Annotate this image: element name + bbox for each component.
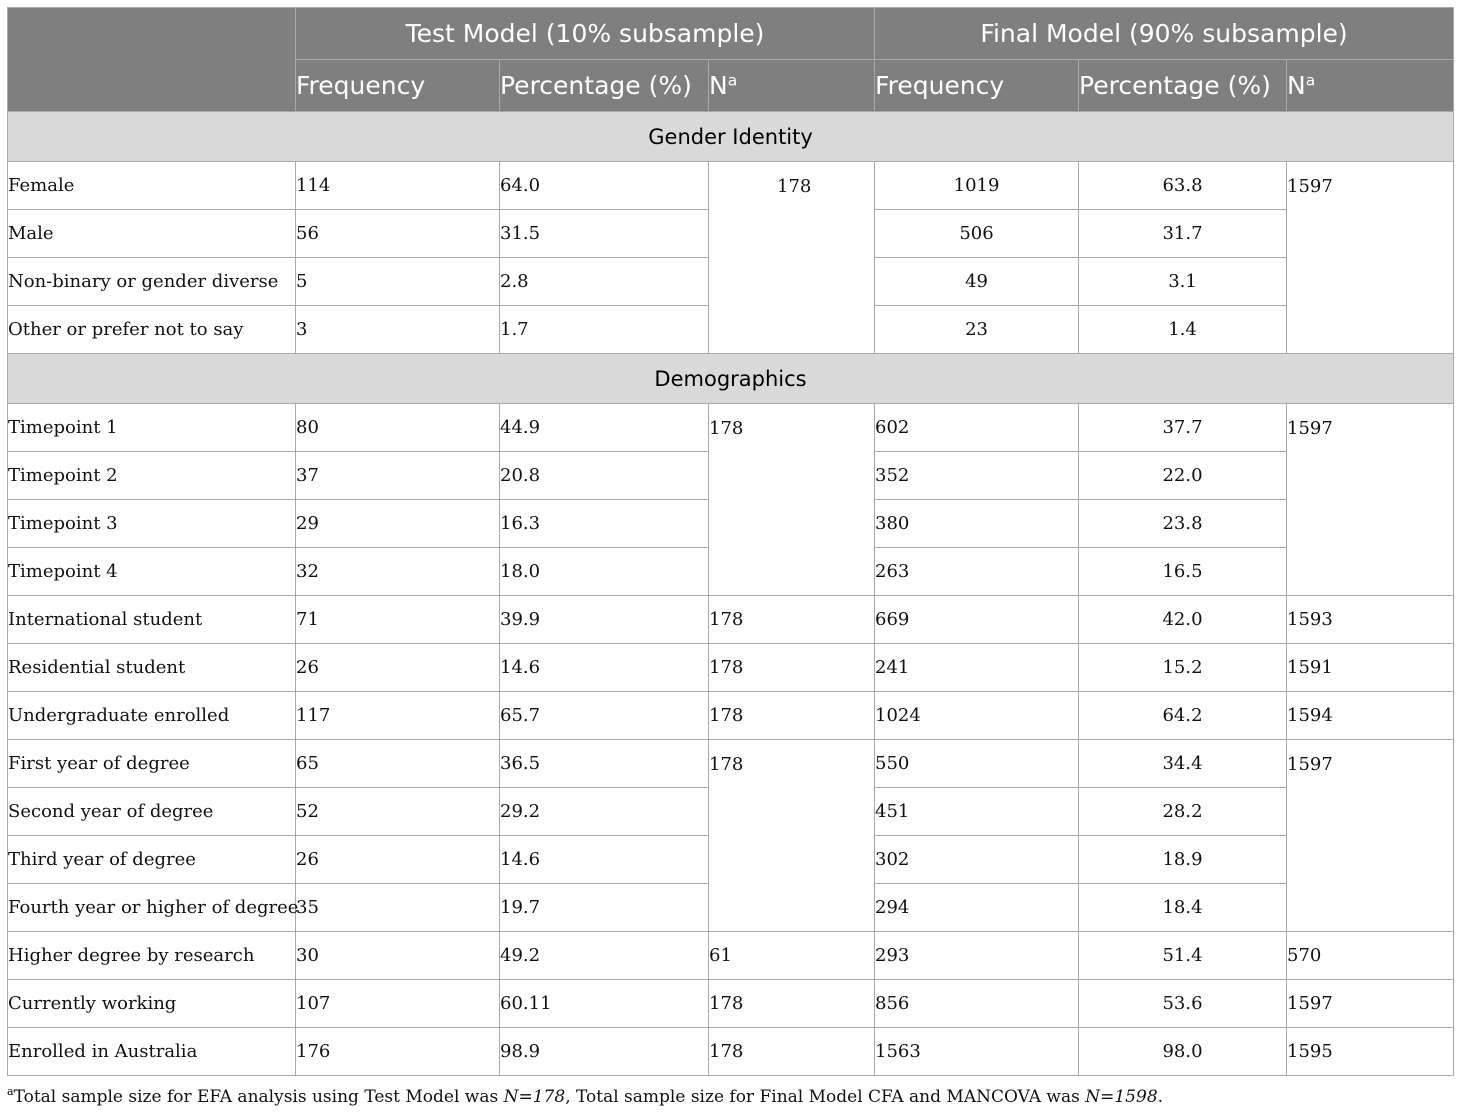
test-percentage: 98.9	[500, 1028, 709, 1076]
n-label: N	[1287, 71, 1306, 100]
header-final-percentage: Percentage (%)	[1079, 60, 1287, 112]
section-title-demographics: Demographics	[8, 354, 1454, 404]
final-n: 1593	[1287, 596, 1454, 644]
final-n: 1597	[1287, 980, 1454, 1028]
table-wrapper	[7, 7, 1454, 1076]
header-test-model: Test Model (10% subsample)	[296, 8, 875, 60]
final-n: 1597	[1287, 162, 1454, 354]
test-percentage: 36.5	[500, 740, 709, 788]
test-percentage: 60.11	[500, 980, 709, 1028]
final-percentage: 34.4	[1079, 740, 1287, 788]
test-percentage: 20.8	[500, 452, 709, 500]
final-frequency: 506	[875, 210, 1079, 258]
final-n: 1594	[1287, 692, 1454, 740]
final-percentage: 42.0	[1079, 596, 1287, 644]
final-percentage: 64.2	[1079, 692, 1287, 740]
header-final-frequency: Frequency	[875, 60, 1079, 112]
final-percentage: 28.2	[1079, 788, 1287, 836]
footnote-text-3: .	[1157, 1087, 1164, 1107]
table-row	[8, 692, 1454, 740]
test-frequency: 107	[296, 980, 500, 1028]
final-percentage: 23.8	[1079, 500, 1287, 548]
test-n: 178	[709, 596, 875, 644]
row-label: International student	[8, 596, 296, 644]
final-frequency: 352	[875, 452, 1079, 500]
final-frequency: 302	[875, 836, 1079, 884]
test-frequency: 176	[296, 1028, 500, 1076]
test-percentage: 14.6	[500, 644, 709, 692]
final-frequency: 293	[875, 932, 1079, 980]
final-percentage: 63.8	[1079, 162, 1287, 210]
row-label: Third year of degree	[8, 836, 296, 884]
footnote-marker: a	[1305, 71, 1316, 90]
table-row	[8, 644, 1454, 692]
footnote-marker: a	[7, 1085, 14, 1098]
footnote-n-final: N=1598	[1085, 1087, 1158, 1107]
row-label: Fourth year or higher of degree	[8, 884, 296, 932]
test-n: 178	[709, 740, 875, 932]
test-n: 178	[709, 162, 875, 354]
n-label: N	[709, 71, 728, 100]
final-n: 1597	[1287, 740, 1454, 932]
row-label: Timepoint 4	[8, 548, 296, 596]
footnote-n-test: N=178	[503, 1087, 566, 1107]
final-n: 1595	[1287, 1028, 1454, 1076]
test-frequency: 114	[296, 162, 500, 210]
test-percentage: 2.8	[500, 258, 709, 306]
test-percentage: 64.0	[500, 162, 709, 210]
test-frequency: 56	[296, 210, 500, 258]
final-n: 1591	[1287, 644, 1454, 692]
final-frequency: 380	[875, 500, 1079, 548]
final-percentage: 98.0	[1079, 1028, 1287, 1076]
test-frequency: 35	[296, 884, 500, 932]
final-percentage: 1.4	[1079, 306, 1287, 354]
final-frequency: 263	[875, 548, 1079, 596]
final-frequency: 1019	[875, 162, 1079, 210]
row-label: Undergraduate enrolled	[8, 692, 296, 740]
test-frequency: 30	[296, 932, 500, 980]
final-n: 570	[1287, 932, 1454, 980]
final-frequency: 602	[875, 404, 1079, 452]
final-frequency: 23	[875, 306, 1079, 354]
final-frequency: 451	[875, 788, 1079, 836]
test-frequency: 5	[296, 258, 500, 306]
header-test-frequency: Frequency	[296, 60, 500, 112]
test-percentage: 14.6	[500, 836, 709, 884]
header-final-model: Final Model (90% subsample)	[875, 8, 1454, 60]
final-percentage: 16.5	[1079, 548, 1287, 596]
test-percentage: 19.7	[500, 884, 709, 932]
test-percentage: 49.2	[500, 932, 709, 980]
table-row	[8, 932, 1454, 980]
row-label: Non-binary or gender diverse	[8, 258, 296, 306]
header-row-groups	[8, 8, 1454, 60]
test-percentage: 16.3	[500, 500, 709, 548]
test-n: 178	[709, 644, 875, 692]
final-percentage: 37.7	[1079, 404, 1287, 452]
row-label: Female	[8, 162, 296, 210]
test-percentage: 18.0	[500, 548, 709, 596]
row-label: Residential student	[8, 644, 296, 692]
final-n: 1597	[1287, 404, 1454, 596]
test-n: 178	[709, 692, 875, 740]
test-percentage: 65.7	[500, 692, 709, 740]
test-percentage: 39.9	[500, 596, 709, 644]
test-percentage: 1.7	[500, 306, 709, 354]
table-row	[8, 162, 1454, 210]
test-frequency: 29	[296, 500, 500, 548]
row-label: Other or prefer not to say	[8, 306, 296, 354]
footnote-marker: a	[727, 71, 738, 90]
row-label: Timepoint 2	[8, 452, 296, 500]
row-label: Currently working	[8, 980, 296, 1028]
test-frequency: 52	[296, 788, 500, 836]
final-frequency: 294	[875, 884, 1079, 932]
row-label: Male	[8, 210, 296, 258]
row-label: Timepoint 1	[8, 404, 296, 452]
final-percentage: 18.9	[1079, 836, 1287, 884]
test-frequency: 117	[296, 692, 500, 740]
test-frequency: 80	[296, 404, 500, 452]
row-label: Enrolled in Australia	[8, 1028, 296, 1076]
row-label: Second year of degree	[8, 788, 296, 836]
footnote-text-2: , Total sample size for Final Model CFA and MANCOVA was	[565, 1087, 1086, 1107]
table-footnote	[7, 1087, 1163, 1107]
final-frequency: 241	[875, 644, 1079, 692]
row-label: Timepoint 3	[8, 500, 296, 548]
row-label: First year of degree	[8, 740, 296, 788]
test-percentage: 29.2	[500, 788, 709, 836]
test-frequency: 26	[296, 644, 500, 692]
table-row	[8, 980, 1454, 1028]
final-frequency: 550	[875, 740, 1079, 788]
final-percentage: 51.4	[1079, 932, 1287, 980]
final-frequency: 1024	[875, 692, 1079, 740]
final-percentage: 31.7	[1079, 210, 1287, 258]
final-frequency: 669	[875, 596, 1079, 644]
footnote-text-1: Total sample size for EFA analysis using Test Model was	[13, 1087, 504, 1107]
section-title-gender: Gender Identity	[8, 112, 1454, 162]
header-blank-cell	[8, 8, 296, 112]
table-row	[8, 740, 1454, 788]
section-row-gender	[8, 112, 1454, 162]
table-row	[8, 404, 1454, 452]
row-label: Higher degree by research	[8, 932, 296, 980]
test-n: 178	[709, 1028, 875, 1076]
test-frequency: 3	[296, 306, 500, 354]
test-percentage: 31.5	[500, 210, 709, 258]
test-frequency: 71	[296, 596, 500, 644]
final-frequency: 856	[875, 980, 1079, 1028]
test-frequency: 65	[296, 740, 500, 788]
final-percentage: 18.4	[1079, 884, 1287, 932]
final-percentage: 3.1	[1079, 258, 1287, 306]
final-frequency: 1563	[875, 1028, 1079, 1076]
test-frequency: 37	[296, 452, 500, 500]
data-table	[7, 7, 1454, 1076]
final-percentage: 15.2	[1079, 644, 1287, 692]
table-row	[8, 596, 1454, 644]
final-frequency: 49	[875, 258, 1079, 306]
test-frequency: 32	[296, 548, 500, 596]
table-row	[8, 1028, 1454, 1076]
section-row-demographics	[8, 354, 1454, 404]
test-frequency: 26	[296, 836, 500, 884]
test-n: 178	[709, 980, 875, 1028]
header-test-percentage: Percentage (%)	[500, 60, 709, 112]
final-percentage: 53.6	[1079, 980, 1287, 1028]
test-percentage: 44.9	[500, 404, 709, 452]
test-n: 61	[709, 932, 875, 980]
header-final-n	[1287, 60, 1454, 112]
test-n: 178	[709, 404, 875, 596]
header-test-n	[709, 60, 875, 112]
final-percentage: 22.0	[1079, 452, 1287, 500]
